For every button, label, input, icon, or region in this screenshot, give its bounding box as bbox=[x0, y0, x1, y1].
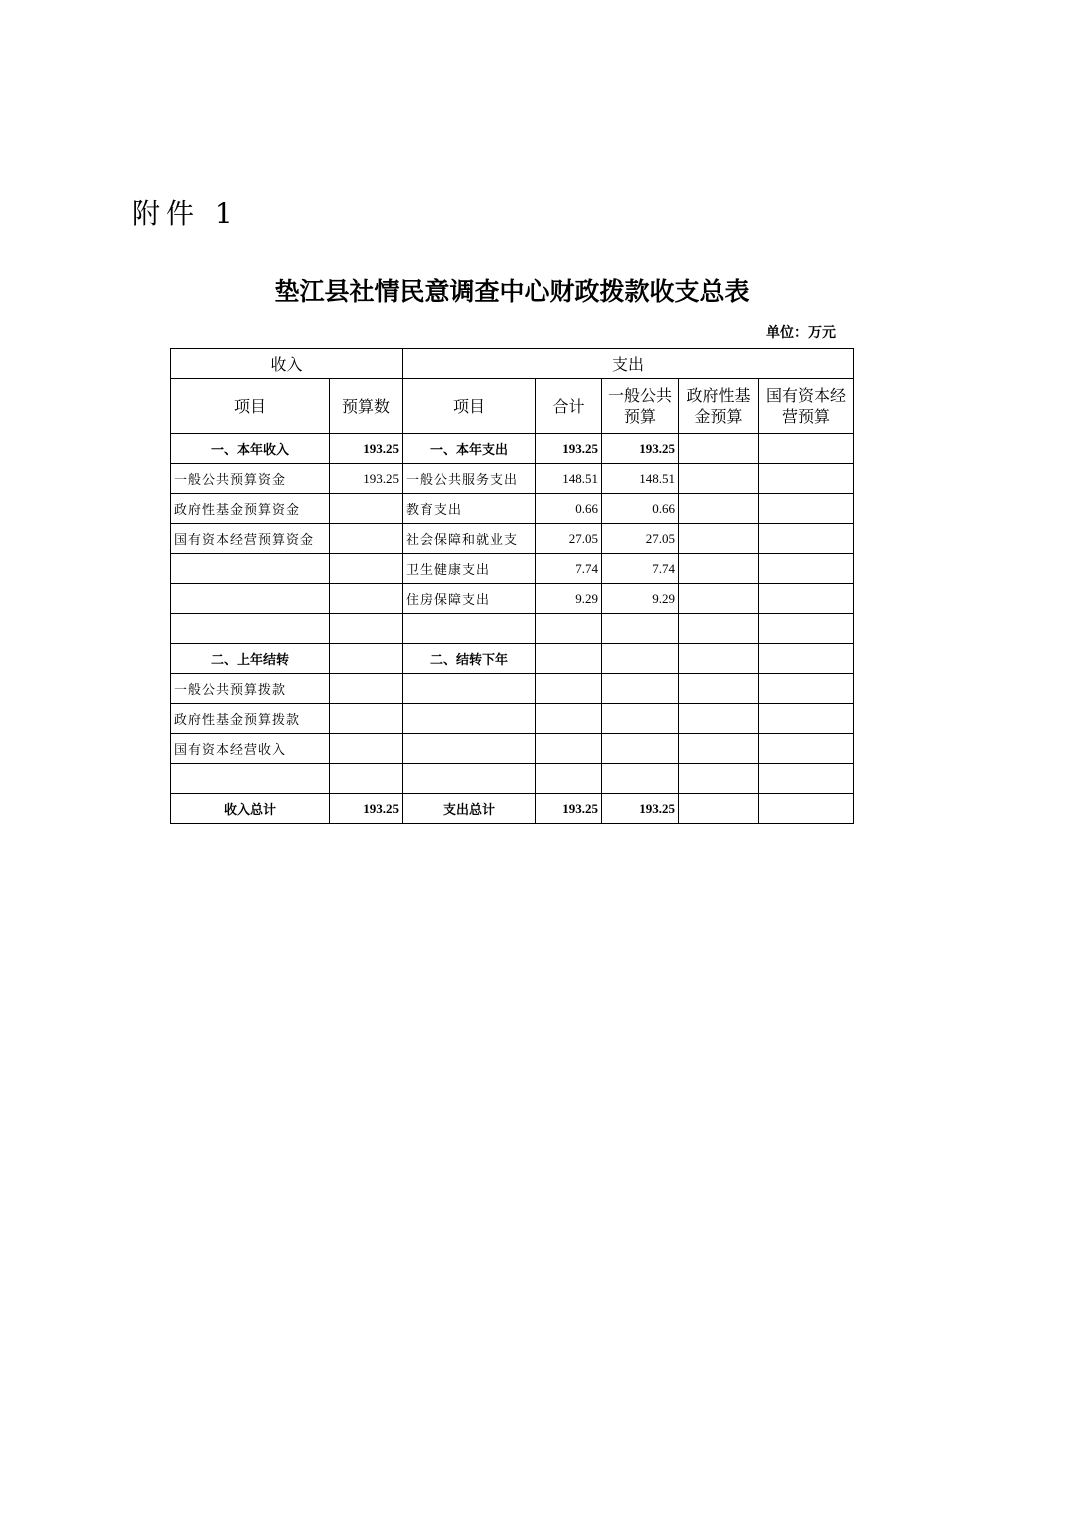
total-value bbox=[536, 644, 602, 674]
income-item: 国有资本经营收入 bbox=[171, 734, 330, 764]
table-row bbox=[171, 794, 854, 824]
expense-item: 社会保障和就业支 bbox=[403, 524, 536, 554]
income-item: 一般公共预算拨款 bbox=[171, 674, 330, 704]
table-row bbox=[171, 554, 854, 584]
expense-item bbox=[403, 704, 536, 734]
income-value: 193.25 bbox=[330, 434, 403, 464]
income-item: 一、本年收入 bbox=[171, 434, 330, 464]
total-value: 193.25 bbox=[536, 434, 602, 464]
general-public-value: 193.25 bbox=[602, 794, 679, 824]
total-value bbox=[536, 674, 602, 704]
total-value bbox=[536, 734, 602, 764]
table-row bbox=[171, 704, 854, 734]
expense-header: 支出 bbox=[403, 349, 854, 379]
total-value bbox=[536, 704, 602, 734]
expense-item bbox=[403, 614, 536, 644]
income-item bbox=[171, 584, 330, 614]
expense-item: 住房保障支出 bbox=[403, 584, 536, 614]
general-public-value bbox=[602, 644, 679, 674]
general-public-value bbox=[602, 764, 679, 794]
general-public-value: 0.66 bbox=[602, 494, 679, 524]
table-row bbox=[171, 584, 854, 614]
state-capital-value bbox=[759, 524, 854, 554]
general-public-value bbox=[602, 704, 679, 734]
gov-fund-value bbox=[679, 464, 759, 494]
expense-item: 一、本年支出 bbox=[403, 434, 536, 464]
general-public-value bbox=[602, 734, 679, 764]
gov-fund-value bbox=[679, 434, 759, 464]
total-value bbox=[536, 764, 602, 794]
income-value bbox=[330, 494, 403, 524]
total-value: 9.29 bbox=[536, 584, 602, 614]
state-capital-value bbox=[759, 434, 854, 464]
income-value bbox=[330, 614, 403, 644]
budget-summary-table bbox=[170, 348, 854, 824]
expense-item: 教育支出 bbox=[403, 494, 536, 524]
table-row bbox=[171, 464, 854, 494]
general-public-header: 一般公共预算 bbox=[602, 379, 679, 434]
state-capital-value bbox=[759, 584, 854, 614]
income-value bbox=[330, 644, 403, 674]
table-row bbox=[171, 434, 854, 464]
expense-item bbox=[403, 764, 536, 794]
gov-fund-value bbox=[679, 794, 759, 824]
gov-fund-value bbox=[679, 584, 759, 614]
gov-fund-value bbox=[679, 524, 759, 554]
state-capital-value bbox=[759, 704, 854, 734]
total-value: 193.25 bbox=[536, 794, 602, 824]
income-item bbox=[171, 764, 330, 794]
expense-item: 二、结转下年 bbox=[403, 644, 536, 674]
gov-fund-value bbox=[679, 704, 759, 734]
income-value: 193.25 bbox=[330, 464, 403, 494]
total-value: 0.66 bbox=[536, 494, 602, 524]
income-value bbox=[330, 674, 403, 704]
state-capital-value bbox=[759, 554, 854, 584]
gov-fund-header: 政府性基金预算 bbox=[679, 379, 759, 434]
state-capital-value bbox=[759, 764, 854, 794]
income-value bbox=[330, 764, 403, 794]
income-value bbox=[330, 554, 403, 584]
table-row bbox=[171, 524, 854, 554]
state-capital-value bbox=[759, 494, 854, 524]
expense-item: 支出总计 bbox=[403, 794, 536, 824]
income-value: 193.25 bbox=[330, 794, 403, 824]
header-row-1 bbox=[171, 349, 854, 379]
total-value: 27.05 bbox=[536, 524, 602, 554]
gov-fund-value bbox=[679, 734, 759, 764]
income-item bbox=[171, 554, 330, 584]
income-item: 一般公共预算资金 bbox=[171, 464, 330, 494]
general-public-value: 148.51 bbox=[602, 464, 679, 494]
gov-fund-value bbox=[679, 764, 759, 794]
income-item bbox=[171, 614, 330, 644]
total-header: 合计 bbox=[536, 379, 602, 434]
income-item: 国有资本经营预算资金 bbox=[171, 524, 330, 554]
state-capital-value bbox=[759, 464, 854, 494]
state-capital-value bbox=[759, 644, 854, 674]
income-header: 收入 bbox=[171, 349, 403, 379]
income-value bbox=[330, 524, 403, 554]
expense-item: 卫生健康支出 bbox=[403, 554, 536, 584]
gov-fund-value bbox=[679, 614, 759, 644]
budget-amount-header: 预算数 bbox=[330, 379, 403, 434]
table-row bbox=[171, 734, 854, 764]
income-item: 政府性基金预算资金 bbox=[171, 494, 330, 524]
general-public-value: 193.25 bbox=[602, 434, 679, 464]
income-item: 政府性基金预算拨款 bbox=[171, 704, 330, 734]
general-public-value: 27.05 bbox=[602, 524, 679, 554]
gov-fund-value bbox=[679, 554, 759, 584]
total-value: 7.74 bbox=[536, 554, 602, 584]
table-row bbox=[171, 644, 854, 674]
income-item: 二、上年结转 bbox=[171, 644, 330, 674]
gov-fund-value bbox=[679, 644, 759, 674]
state-capital-value bbox=[759, 674, 854, 704]
general-public-value: 7.74 bbox=[602, 554, 679, 584]
general-public-value bbox=[602, 614, 679, 644]
unit-label: 单位：万元 bbox=[766, 325, 836, 341]
income-value bbox=[330, 704, 403, 734]
page-title: 垫江县社情民意调查中心财政拨款收支总表 bbox=[274, 277, 750, 306]
state-capital-header: 国有资本经营预算 bbox=[759, 379, 854, 434]
expense-item-header: 项目 bbox=[403, 379, 536, 434]
state-capital-value bbox=[759, 614, 854, 644]
table-row bbox=[171, 674, 854, 704]
table-row bbox=[171, 764, 854, 794]
income-item: 收入总计 bbox=[171, 794, 330, 824]
general-public-value: 9.29 bbox=[602, 584, 679, 614]
expense-item bbox=[403, 674, 536, 704]
gov-fund-value bbox=[679, 674, 759, 704]
table-row bbox=[171, 614, 854, 644]
header-row-2 bbox=[171, 379, 854, 434]
income-value bbox=[330, 734, 403, 764]
expense-item bbox=[403, 734, 536, 764]
expense-item: 一般公共服务支出 bbox=[403, 464, 536, 494]
income-item-header: 项目 bbox=[171, 379, 330, 434]
attachment-label: 附件 1 bbox=[132, 197, 239, 230]
state-capital-value bbox=[759, 794, 854, 824]
table-row bbox=[171, 494, 854, 524]
total-value: 148.51 bbox=[536, 464, 602, 494]
income-value bbox=[330, 584, 403, 614]
total-value bbox=[536, 614, 602, 644]
general-public-value bbox=[602, 674, 679, 704]
gov-fund-value bbox=[679, 494, 759, 524]
state-capital-value bbox=[759, 734, 854, 764]
